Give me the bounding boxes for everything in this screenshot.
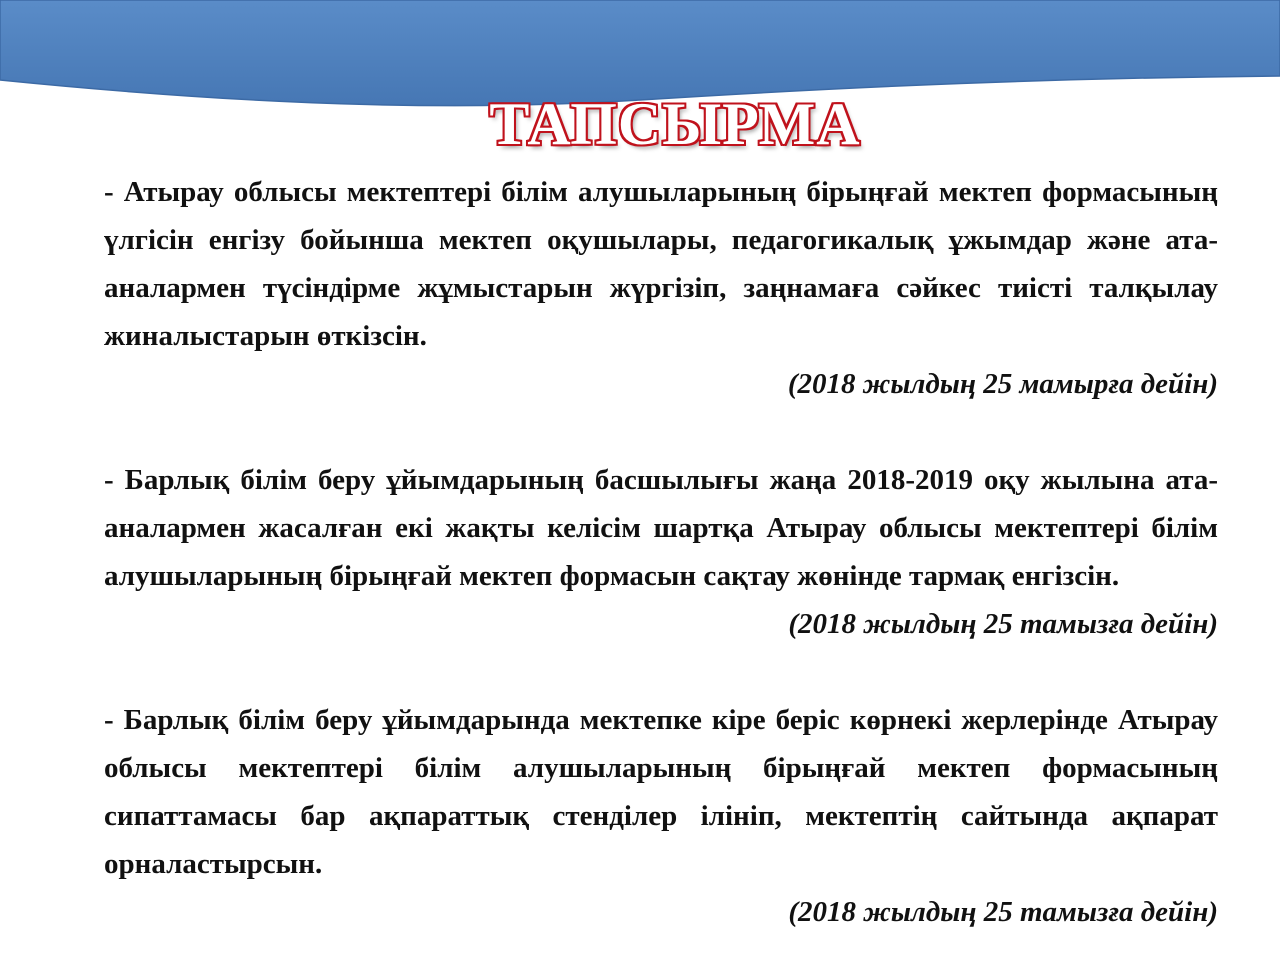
spacer	[104, 648, 1218, 696]
task-text: - Барлық білім беру ұйымдарының басшылығы жаңа 2018-2019 оқу жылына ата-аналармен жасалған екі жақты келісім шартқа Атырау облысы мектептері білім алушыларының бірыңғай мектеп формасын сақтау жөнінде тармақ енгізсін.	[104, 464, 1218, 592]
task-deadline: (2018 жылдың 25 тамызға дейін)	[788, 608, 1218, 640]
task-list	[104, 168, 1218, 936]
spacer	[104, 408, 1218, 456]
page-title: ТАПСЫРМА	[489, 91, 861, 157]
task-item	[104, 168, 1218, 408]
task-text: - Атырау облысы мектептері білім алушыларының бірыңғай мектеп формасының үлгісін енгізу бойынша мектеп оқушылары, педагогикалық ұжымдар және ата-аналармен түсіндірме жұмыстарын жүргізіп, заңнамаға сәйкес тиісті талқылау жиналыстарын өткізсін.	[104, 176, 1218, 352]
task-item	[104, 696, 1218, 936]
task-deadline: (2018 жылдың 25 мамырға дейін)	[787, 368, 1218, 400]
task-deadline: (2018 жылдың 25 тамызға дейін)	[788, 896, 1218, 928]
task-text: - Барлық білім беру ұйымдарында мектепке кіре беріс көрнекі жерлерінде Атырау облысы мектептері білім алушыларының бірыңғай мектеп формасының сипаттамасы бар ақпараттық стенділер ілініп, мектептің сайтында ақпарат орналастырсын.	[104, 704, 1218, 880]
task-item	[104, 456, 1218, 648]
